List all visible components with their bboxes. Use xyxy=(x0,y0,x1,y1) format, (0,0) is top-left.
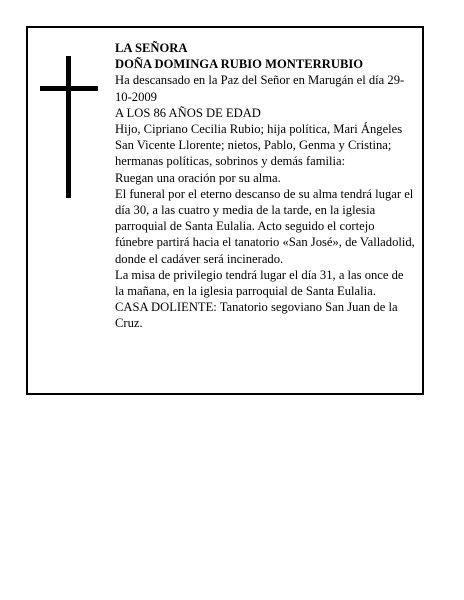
cross-icon xyxy=(40,56,98,198)
family-list: Hijo, Cipriano Cecilia Rubio; hija política, Mari Ángeles San Vicente Llorente; nietos, Pablo, Genma y Cristina; hermanas políticas, sobrinos y demás familia: xyxy=(115,122,403,169)
notice-heading: LA SEÑORA xyxy=(115,41,188,55)
mass-details: La misa de privilegio tendrá lugar el día 31, a las once de la mañana, en la iglesia parroquial de Santa Eulalia. xyxy=(115,267,404,299)
notice-body xyxy=(115,40,415,332)
prayer-request: Ruegan una oración por su alma. xyxy=(115,170,281,185)
mourning-house: CASA DOLIENTE: Tanatorio segoviano San Juan de la Cruz. xyxy=(115,300,398,331)
rested-statement: Ha descansado en la Paz del Señor en Marugán el día 29-10-2009 xyxy=(115,73,405,104)
funeral-details: El funeral por el eterno descanso de su alma tendrá lugar el día 30, a las cuatro y media de la tarde, en la iglesia parroquial de Santa Eulalia. Acto seguido el cortejo fúnebre partirá hacia el tanatorio «San José», de Valladolid, donde el cadáver será incinerado. xyxy=(115,186,415,266)
cross-vertical-bar xyxy=(66,56,71,198)
age-statement: A LOS 86 AÑOS DE EDAD xyxy=(115,105,261,120)
cross-horizontal-bar xyxy=(40,86,98,91)
obituary-notice xyxy=(26,26,424,395)
deceased-name: DOÑA DOMINGA RUBIO MONTERRUBIO xyxy=(115,57,364,72)
